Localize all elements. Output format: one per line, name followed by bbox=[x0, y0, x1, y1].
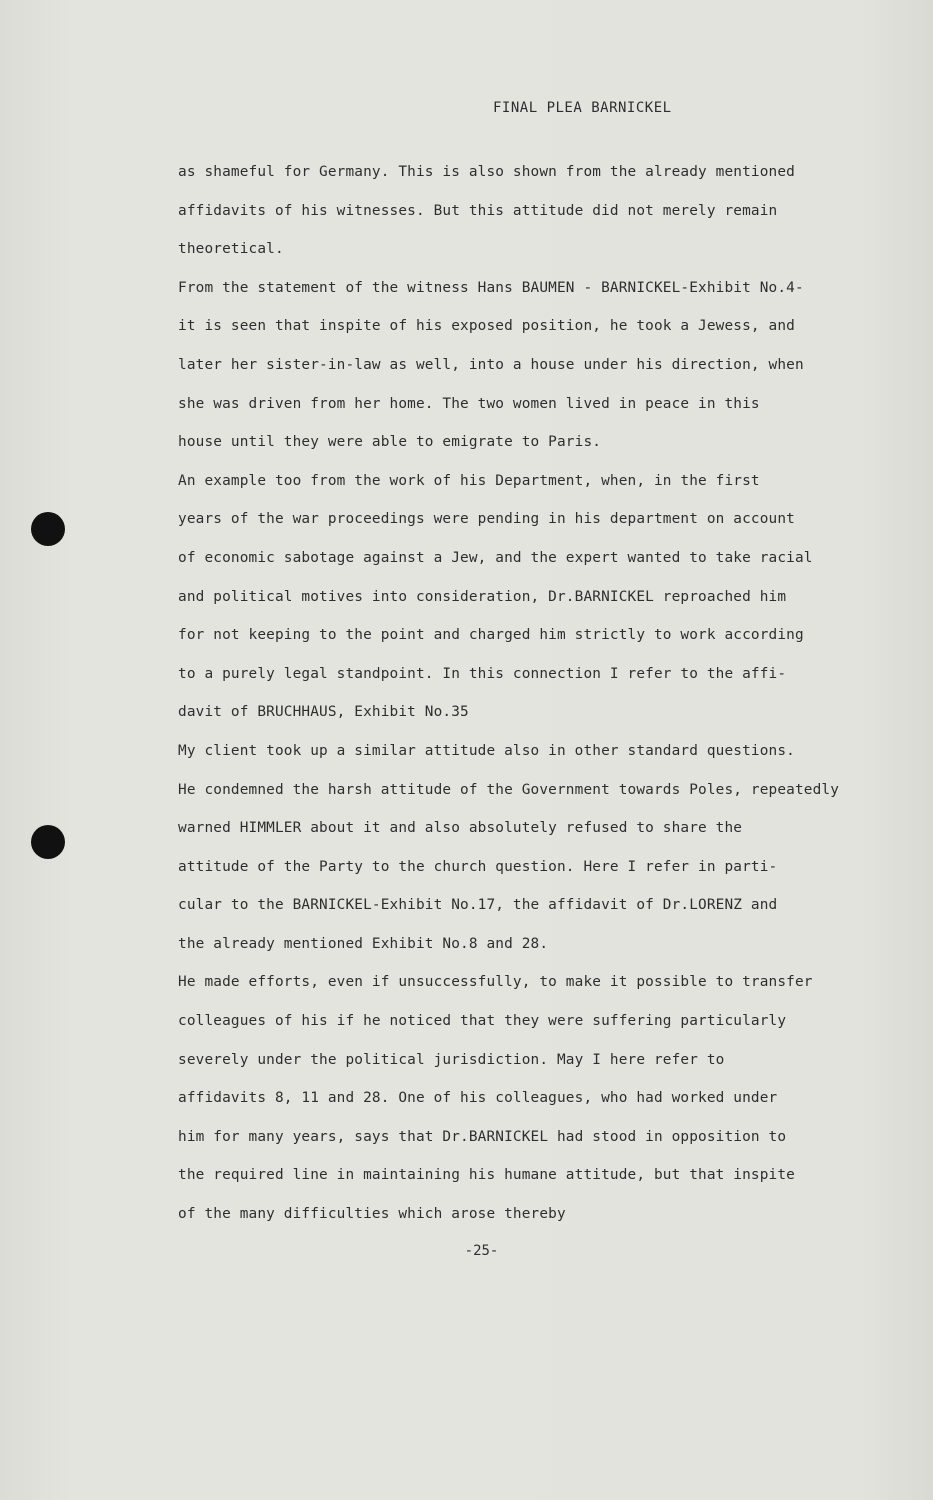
text-line: as shameful for Germany. This is also shown from the already mentioned bbox=[178, 164, 795, 180]
text-line: it is seen that inspite of his exposed position, he took a Jewess, and bbox=[178, 318, 795, 335]
text-line: house until they were able to emigrate to Paris. bbox=[178, 434, 602, 451]
text-line: affidavits 8, 11 and 28. One of his colleagues, who had worked under bbox=[178, 1090, 778, 1107]
text-line: My client took up a similar attitude also in other standard questions. bbox=[178, 742, 795, 759]
punch-hole-upper bbox=[31, 512, 65, 546]
text-line: davit of BRUCHHAUS, Exhibit No.35 bbox=[178, 704, 469, 721]
text-line: years of the war proceedings were pending in his department on account bbox=[178, 511, 795, 528]
text-line: for not keeping to the point and charged him strictly to work according bbox=[178, 627, 804, 644]
page-number: -25- bbox=[464, 1243, 499, 1259]
text-line: theoretical. bbox=[178, 241, 284, 258]
text-line: cular to the BARNICKEL-Exhibit No.17, the affidavit of Dr.LORENZ and bbox=[178, 897, 778, 914]
text-line: affidavits of his witnesses. But this attitude did not merely remain bbox=[178, 202, 778, 219]
punch-hole-lower bbox=[31, 825, 65, 859]
text-line: From the statement of the witness Hans BAUMEN - BARNICKEL-Exhibit No.4- bbox=[178, 279, 804, 296]
text-line: the required line in maintaining his humane attitude, but that inspite bbox=[178, 1167, 795, 1184]
text-line: of the many difficulties which arose thereby bbox=[178, 1206, 566, 1223]
text-line: later her sister-in-law as well, into a house under his direction, when bbox=[178, 356, 804, 373]
text-line: she was driven from her home. The two women lived in peace in this bbox=[178, 395, 760, 412]
text-line: An example too from the work of his Department, when, in the first bbox=[178, 472, 760, 489]
text-line: and political motives into consideration, Dr.BARNICKEL reproached him bbox=[178, 588, 787, 605]
text-line: He condemned the harsh attitude of the Government towards Poles, repeatedly bbox=[178, 781, 840, 798]
text-line: him for many years, says that Dr.BARNICKEL had stood in opposition to bbox=[178, 1128, 787, 1145]
text-line: of economic sabotage against a Jew, and the expert wanted to take racial bbox=[178, 549, 813, 566]
text-line: warned HIMMLER about it and also absolutely refused to share the bbox=[178, 820, 743, 837]
text-line: colleagues of his if he noticed that they were suffering particularly bbox=[178, 1013, 787, 1030]
text-line: attitude of the Party to the church question. Here I refer in parti- bbox=[178, 858, 778, 875]
text-line: He made efforts, even if unsuccessfully, to make it possible to transfer bbox=[178, 974, 813, 991]
text-line: severely under the political jurisdiction. May I here refer to bbox=[178, 1051, 725, 1068]
body-text bbox=[178, 153, 878, 1234]
text-line: to a purely legal standpoint. In this connection I refer to the affi- bbox=[178, 665, 787, 682]
text-line: the already mentioned Exhibit No.8 and 28. bbox=[178, 935, 549, 952]
page-header: FINAL PLEA BARNICKEL bbox=[493, 100, 672, 116]
